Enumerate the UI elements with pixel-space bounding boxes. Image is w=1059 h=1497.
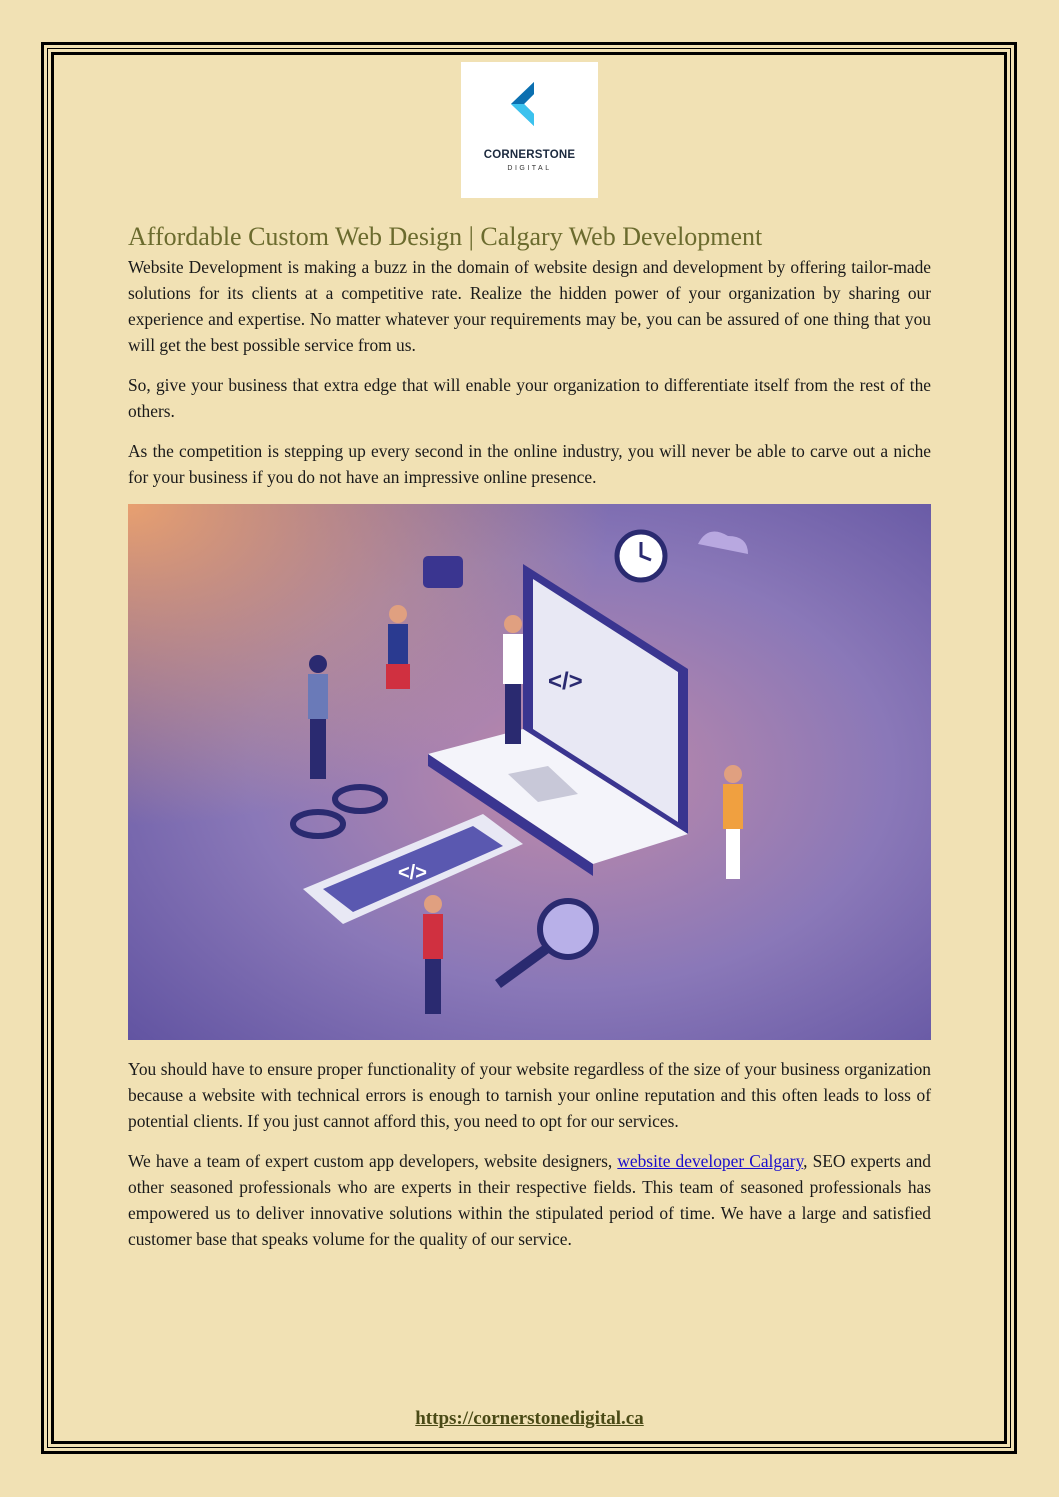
article: [128, 222, 931, 1266]
text: We have a team of expert custom app developers, website designers,: [128, 1151, 618, 1171]
website-url-link[interactable]: https://cornerstonedigital.ca: [415, 1408, 644, 1429]
text: , SEO experts and other seasoned professionals who are experts in their respective fields. This team of seasoned professionals has empowered us to deliver innovative solutions within the stipulated period of time. We have a large and satisfied customer base that speaks volume for the quality of our service.: [128, 1151, 931, 1249]
paragraph: Website Development is making a buzz in the domain of website design and development by offering tailor-made solutions for its clients at a competitive rate. Realize the hidden power of your organization by sharing our experience and expertise. No matter whatever your requirements may be, you can be assured of one thing that you will get the best possible service from us.: [128, 257, 931, 355]
paragraph-team: [128, 1148, 931, 1252]
logo-mark-icon: [461, 62, 598, 142]
footer: [0, 1408, 1059, 1430]
company-logo: [461, 62, 598, 198]
chat-icon: [423, 556, 463, 588]
phone-code-symbol: </>: [398, 862, 427, 884]
magnifier-icon: [540, 901, 596, 957]
paragraph: You should have to ensure proper functionality of your website regardless of the size of your business organization because a website with technical errors is enough to tarnish your online reputation and this often leads to loss of potential clients. If you just cannot afford this, you need to opt for our services.: [128, 1059, 931, 1131]
page-title: Affordable Custom Web Design | Calgary Web Development: [128, 222, 763, 251]
code-symbol: </>: [548, 668, 583, 695]
paragraph: As the competition is stepping up every second in the online industry, you will never be able to carve out a niche for your business if you do not have an impressive online presence.: [128, 441, 931, 487]
website-developer-calgary-link[interactable]: website developer Calgary: [617, 1151, 804, 1171]
paragraph: So, give your business that extra edge that will enable your organization to differentiate itself from the rest of the others.: [128, 375, 931, 421]
logo-subtitle: DIGITAL: [507, 165, 552, 172]
web-development-illustration: [128, 504, 931, 1040]
logo-name: CORNERSTONE: [483, 149, 576, 161]
